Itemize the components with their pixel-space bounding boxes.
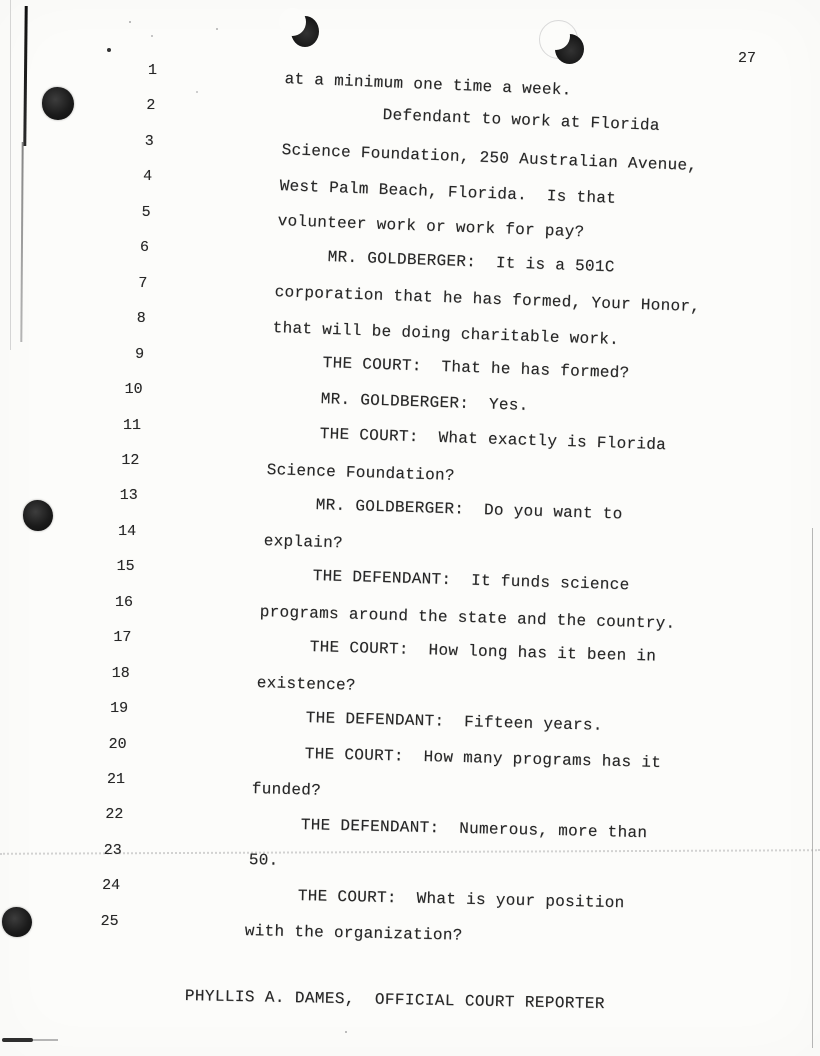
reporter-footer: PHYLLIS A. DAMES, OFFICIAL COURT REPORTER: [184, 987, 606, 1014]
paper-speck: [216, 28, 218, 30]
line-text: West Palm Beach, Florida. Is that: [279, 176, 617, 208]
line-number: 6: [139, 239, 149, 257]
ink-blot-bite: [279, 8, 306, 36]
line-text: corporation that he has formed, Your Honor,: [274, 283, 701, 317]
line-number: 22: [105, 806, 124, 824]
line-text: existence?: [256, 673, 356, 695]
punch-hole-middle: [23, 500, 53, 531]
line-text: THE COURT: That he has formed?: [322, 354, 630, 383]
line-number: 14: [118, 522, 137, 540]
line-text: Science Foundation?: [266, 460, 455, 485]
line-text: THE COURT: How many programs has it: [304, 744, 661, 772]
paper-speck: [129, 21, 131, 23]
line-number: 16: [114, 593, 133, 611]
punch-hole-bottom: [2, 907, 32, 937]
line-number: 24: [102, 877, 121, 895]
paper-speck: [151, 35, 153, 37]
line-text: that will be doing charitable work.: [272, 318, 620, 349]
line-text: funded?: [251, 780, 322, 800]
line-text: THE COURT: What is your position: [297, 886, 625, 912]
line-number: 1: [147, 62, 157, 79]
bottom-left-scan-mark-tail: [33, 1039, 58, 1041]
line-number: 9: [135, 345, 145, 363]
line-text: THE DEFENDANT: Fifteen years.: [305, 709, 604, 735]
line-number: 17: [113, 629, 132, 647]
line-text: THE DEFENDANT: Numerous, more than: [300, 815, 648, 842]
line-number: 5: [141, 203, 151, 221]
left-margin-scan-line-faint: [20, 142, 23, 342]
line-number: 7: [138, 274, 148, 292]
line-text: MR. GOLDBERGER: Do you want to: [315, 496, 623, 524]
bottom-left-scan-mark: [2, 1038, 33, 1042]
line-text: MR. GOLDBERGER: It is a 501C: [327, 247, 615, 276]
line-number: 19: [110, 700, 129, 718]
line-number: 13: [119, 487, 138, 505]
dotted-scan-artifact: [0, 849, 820, 855]
line-number: 18: [111, 664, 130, 682]
left-margin-scan-line: [23, 6, 27, 146]
line-number: 11: [122, 416, 141, 434]
page-number: 27: [738, 50, 757, 67]
right-edge-artifact: [812, 528, 813, 1048]
line-text: programs around the state and the country.: [259, 602, 676, 633]
paper-speck: [196, 91, 198, 93]
line-number: 10: [124, 381, 143, 399]
line-number: 2: [146, 97, 156, 115]
line-number: 15: [116, 558, 135, 576]
line-number: 12: [121, 451, 140, 469]
line-number: 23: [103, 841, 122, 859]
line-number: 25: [100, 912, 119, 930]
line-text: MR. GOLDBERGER: Yes.: [320, 389, 529, 415]
line-text: THE DEFENDANT: It funds science: [312, 567, 630, 595]
line-number: 4: [143, 168, 153, 186]
line-text: volunteer work or work for pay?: [277, 212, 586, 242]
left-edge-artifact: [10, 0, 11, 350]
line-number: 8: [136, 310, 146, 328]
line-number: 21: [106, 771, 125, 788]
line-text: THE COURT: How long has it been in: [309, 638, 657, 666]
line-number: 20: [108, 735, 127, 753]
paper-speck: [107, 48, 111, 52]
paper-speck: [345, 1031, 347, 1033]
line-text: THE COURT: What exactly is Florida: [318, 425, 666, 455]
line-number: 3: [144, 132, 154, 150]
line-text: Defendant to work at Florida: [382, 105, 661, 135]
line-text: at a minimum one time a week.: [284, 70, 572, 100]
line-text: Science Foundation, 250 Australian Avenue,: [280, 141, 698, 176]
punch-hole-top: [42, 87, 74, 120]
line-text: 50.: [248, 851, 279, 870]
ink-blot-bite: [542, 22, 570, 50]
line-text: with the organization?: [245, 922, 464, 945]
line-text: explain?: [263, 531, 343, 552]
